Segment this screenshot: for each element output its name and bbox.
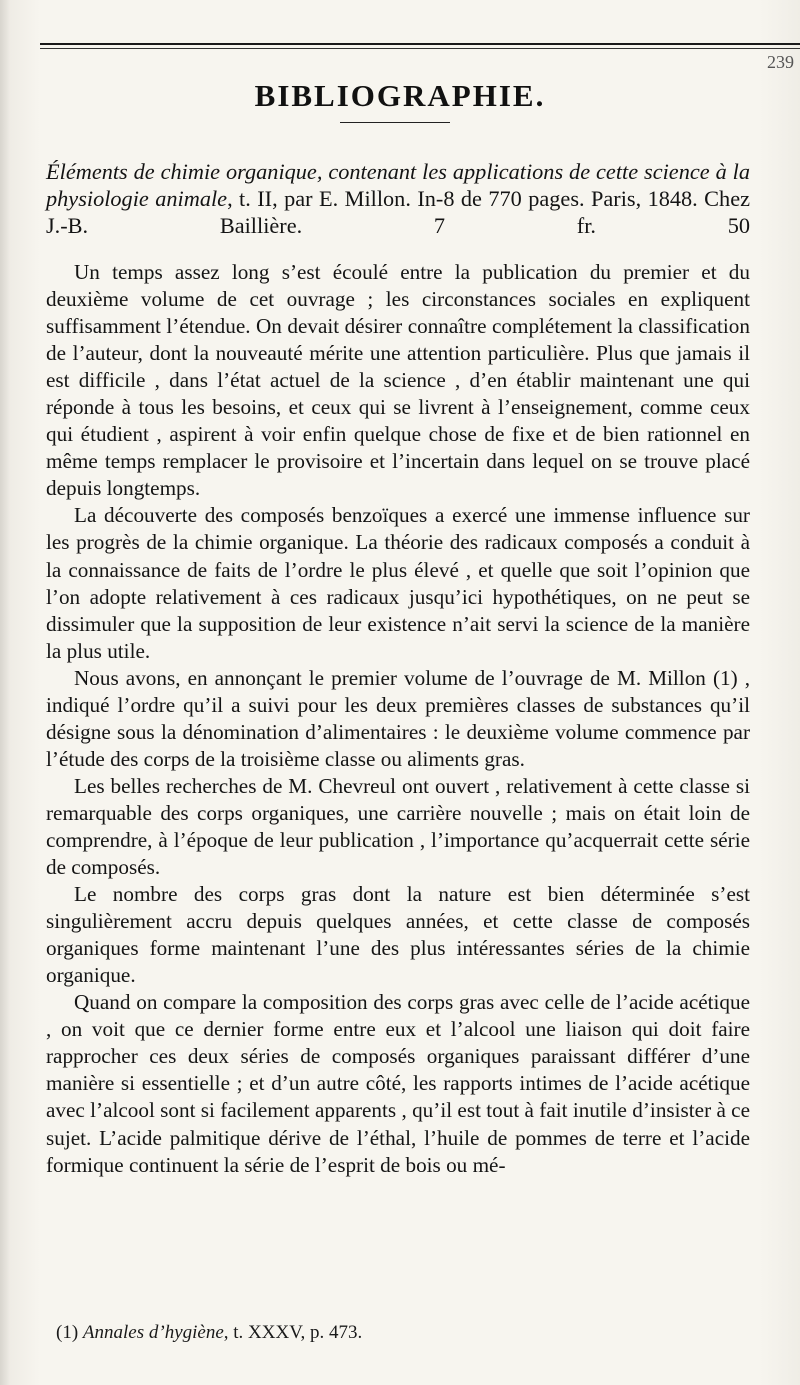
footnote-source: Annales d’hygiène	[82, 1322, 224, 1343]
review-body	[46, 259, 750, 1179]
bibliography-entry	[46, 158, 750, 239]
footnote-marker: (1)	[56, 1322, 83, 1343]
paragraph: Quand on compare la composition des corps gras avec celle de l’acide acétique , on voit que ce dernier forme entre eux et l’alcool une liaison qui doit faire rapprocher ces deux séries de composés organiques paraissant différer d’une manière si essentielle ; et d’un autre côté, les rapports intimes de l’acide acétique avec l’alcool sont si facilement apparents , qu’il est tout à fait inutile d’insister à ce sujet. L’acide palmitique dérive de l’éthal, l’huile de pommes de terre et l’acide formique continuent la série de l’esprit de bois ou mé-	[46, 990, 750, 1177]
page-number: 239	[767, 52, 794, 72]
paragraph: Nous avons, en annonçant le premier volume de l’ouvrage de M. Millon (1) , indiqué l’ordre qu’il a suivi pour les deux premières classes de substances qu’il désigne sous la dénomination d’alimentaires : le deuxième volume commence par l’étude des corps de la troisième classe ou aliments gras.	[46, 665, 750, 771]
footnote-details: , t. XXXV, p. 473.	[223, 1322, 363, 1343]
paragraph: Les belles recherches de M. Chevreul ont ouvert , relativement à cette classe si remarquable des corps organiques, une carrière nouvelle ; mais on était loin de comprendre, à l’époque de leur publication , l’importance qu’acquerrait cette série de composés.	[46, 773, 750, 880]
footnote	[56, 1322, 362, 1344]
paragraph: La découverte des composés benzoïques a exercé une immense influence sur les progrès de la chimie organique. La théorie des radicaux composés a conduit à la connaissance de faits de l’ordre le plus élevé , et quelle que soit l’opinion que l’on adopte relativement à ces radicaux jusqu’ici hypothétiques, on ne peut se dissimuler que la supposition de leur existence n’ait servi la science de la manière la plus utile.	[46, 503, 750, 663]
book-title: Éléments de chimie organique, contenant les applications de cette science à la physiologie animale	[46, 159, 750, 211]
book-details: , t. II, par E. Millon. In-8 de 770 pages. Paris, 1848. Chez J.-B. Baillière. 7 fr. 50	[46, 186, 750, 238]
section-title: BIBLIOGRAPHIE.	[254, 78, 546, 113]
paragraph: Un temps assez long s’est écoulé entre la publication du premier et du deuxième volume de cet ouvrage ; les circonstances sociales en expliquent suffisamment l’étendue. On devait désirer connaître complétement la classification de l’auteur, dont la nouveauté mérite une attention particulière. Plus que jamais il est difficile , dans l’état actuel de la science , d’en établir maintenant une qui réponde à tous les besoins, et ceux qui se livrent à l’enseignement, comme ceux qui étudient , aspirent à voir enfin quelque chose de fixe et de bien rationnel en même temps remplacer le provisoire et l’incertain dans lequel on se trouve placé depuis longtemps.	[46, 260, 750, 501]
header-rule-thin	[40, 48, 800, 49]
header-rule	[40, 43, 800, 45]
title-underline	[340, 122, 450, 123]
page-edge-shadow	[0, 0, 10, 1385]
paragraph: Le nombre des corps gras dont la nature est bien déterminée s’est singulièrement accru depuis quelques années, et cette classe de composés organiques forme maintenant l’une des plus intéressantes séries de la chimie organique.	[46, 882, 750, 988]
